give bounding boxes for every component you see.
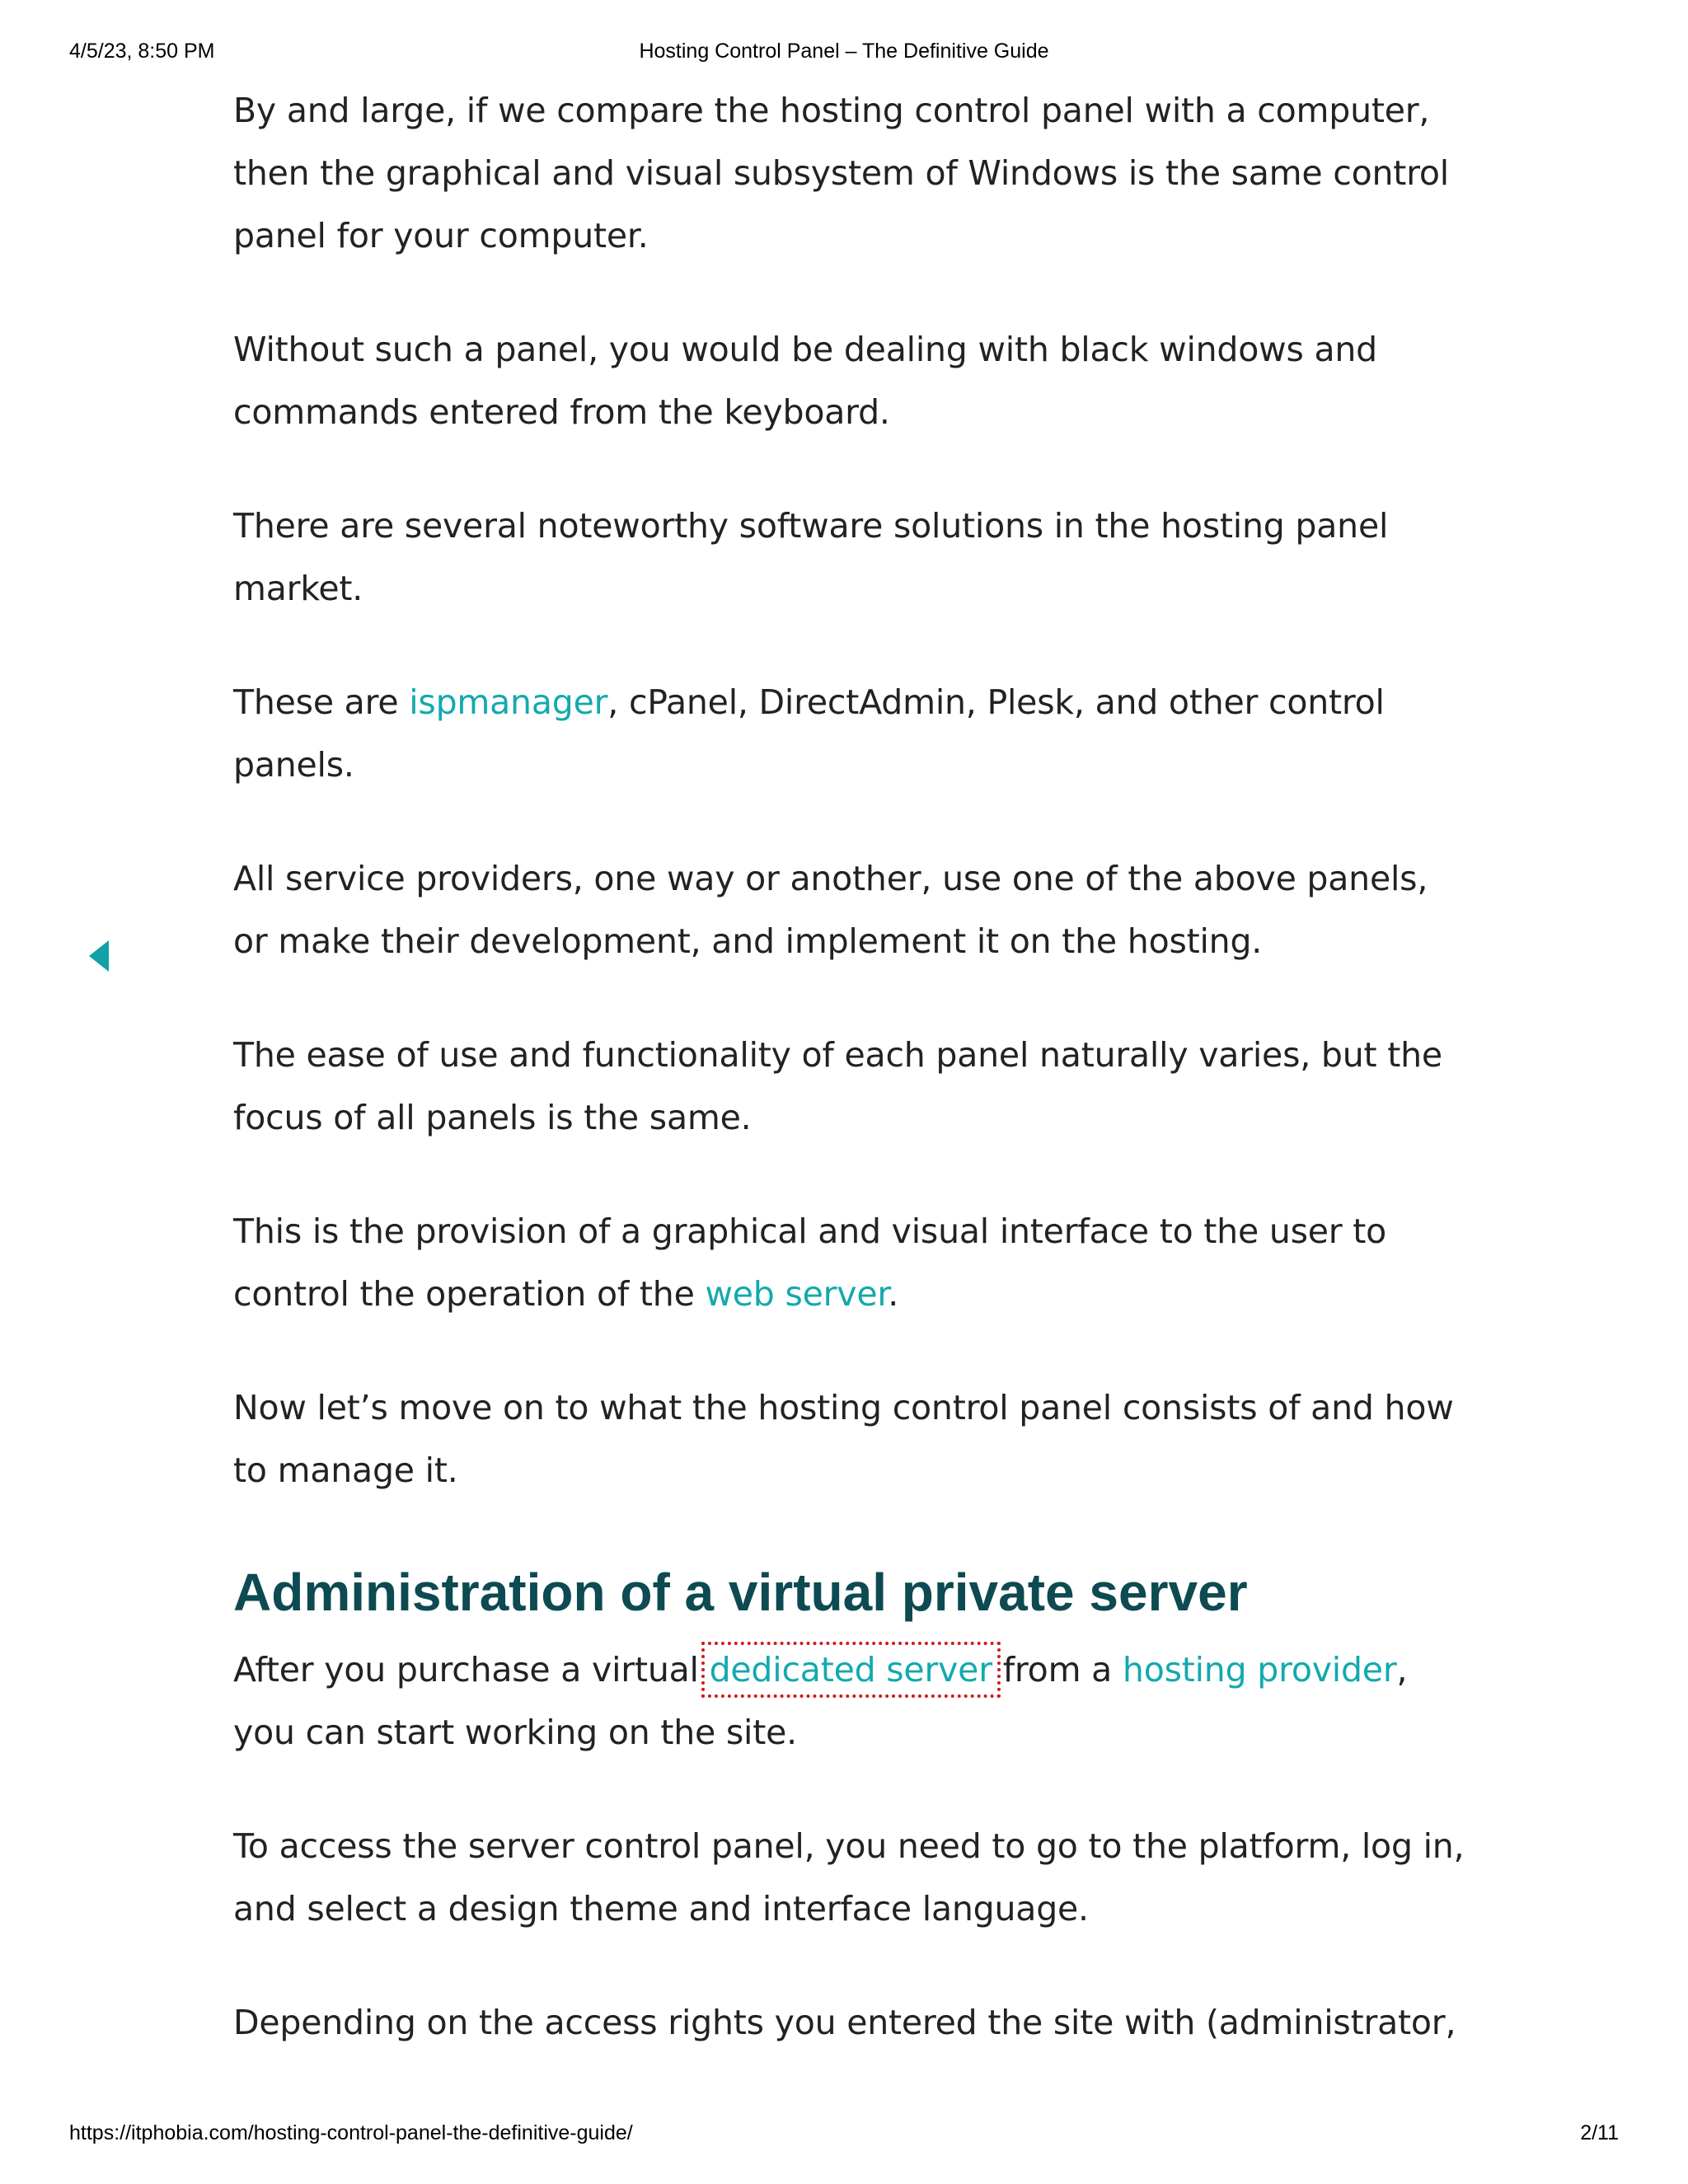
article-body (233, 79, 1470, 2105)
paragraph: The ease of use and functionality of each panel naturally varies, but the focus of all panels is the same. (233, 1035, 1442, 1137)
paragraph: Depending on the access rights you entered the site with (administrator, (233, 2003, 1456, 2042)
caret-left-icon[interactable] (89, 940, 109, 972)
print-page-title: Hosting Control Panel – The Definitive Guide (639, 40, 1049, 63)
print-page-number: 2/11 (1580, 2121, 1619, 2144)
paragraph: Now let’s move on to what the hosting control panel consists of and how to manage it. (233, 1388, 1454, 1490)
paragraph: All service providers, one way or another, use one of the above panels, or make their development, and implement it on the hosting. (233, 859, 1428, 961)
ispmanager-link[interactable]: ispmanager (409, 682, 608, 722)
paragraph-text: , you can start working on the site. (233, 1650, 1408, 1752)
paragraph-text: After you purchase a virtual (233, 1650, 710, 1690)
paragraph: By and large, if we compare the hosting control panel with a computer, then the graphical and visual subsystem of Windows is the same control panel for your computer. (233, 91, 1449, 255)
paragraph (233, 671, 1470, 796)
paragraph-text: This is the provision of a graphical and visual interface to the user to control the operation of the (233, 1212, 1387, 1314)
web-server-link[interactable]: web server (705, 1274, 889, 1314)
section-heading: Administration of a virtual private server (233, 1563, 1248, 1622)
paragraph-text: These are (233, 682, 410, 722)
print-datetime: 4/5/23, 8:50 PM (69, 40, 215, 63)
hosting-provider-link[interactable]: hosting provider (1122, 1650, 1397, 1690)
paragraph (233, 1200, 1470, 1325)
paragraph: Without such a panel, you would be dealing with black windows and commands entered from the keyboard. (233, 330, 1378, 432)
print-header (0, 40, 1688, 68)
paragraph-text: . (888, 1274, 899, 1314)
print-url: https://itphobia.com/hosting-control-panel-the-definitive-guide/ (69, 2121, 633, 2144)
paragraph-text: from a (992, 1650, 1123, 1690)
dedicated-server-link[interactable]: dedicated server (709, 1650, 992, 1690)
paragraph: To access the server control panel, you need to go to the platform, log in, and select a design theme and interface language. (233, 1826, 1465, 1929)
paragraph: There are several noteworthy software solutions in the hosting panel market. (233, 506, 1389, 608)
paragraph-text: , cPanel, DirectAdmin, Plesk, and other control panels. (233, 682, 1385, 785)
print-footer (0, 2121, 1688, 2149)
paragraph (233, 1638, 1470, 1764)
